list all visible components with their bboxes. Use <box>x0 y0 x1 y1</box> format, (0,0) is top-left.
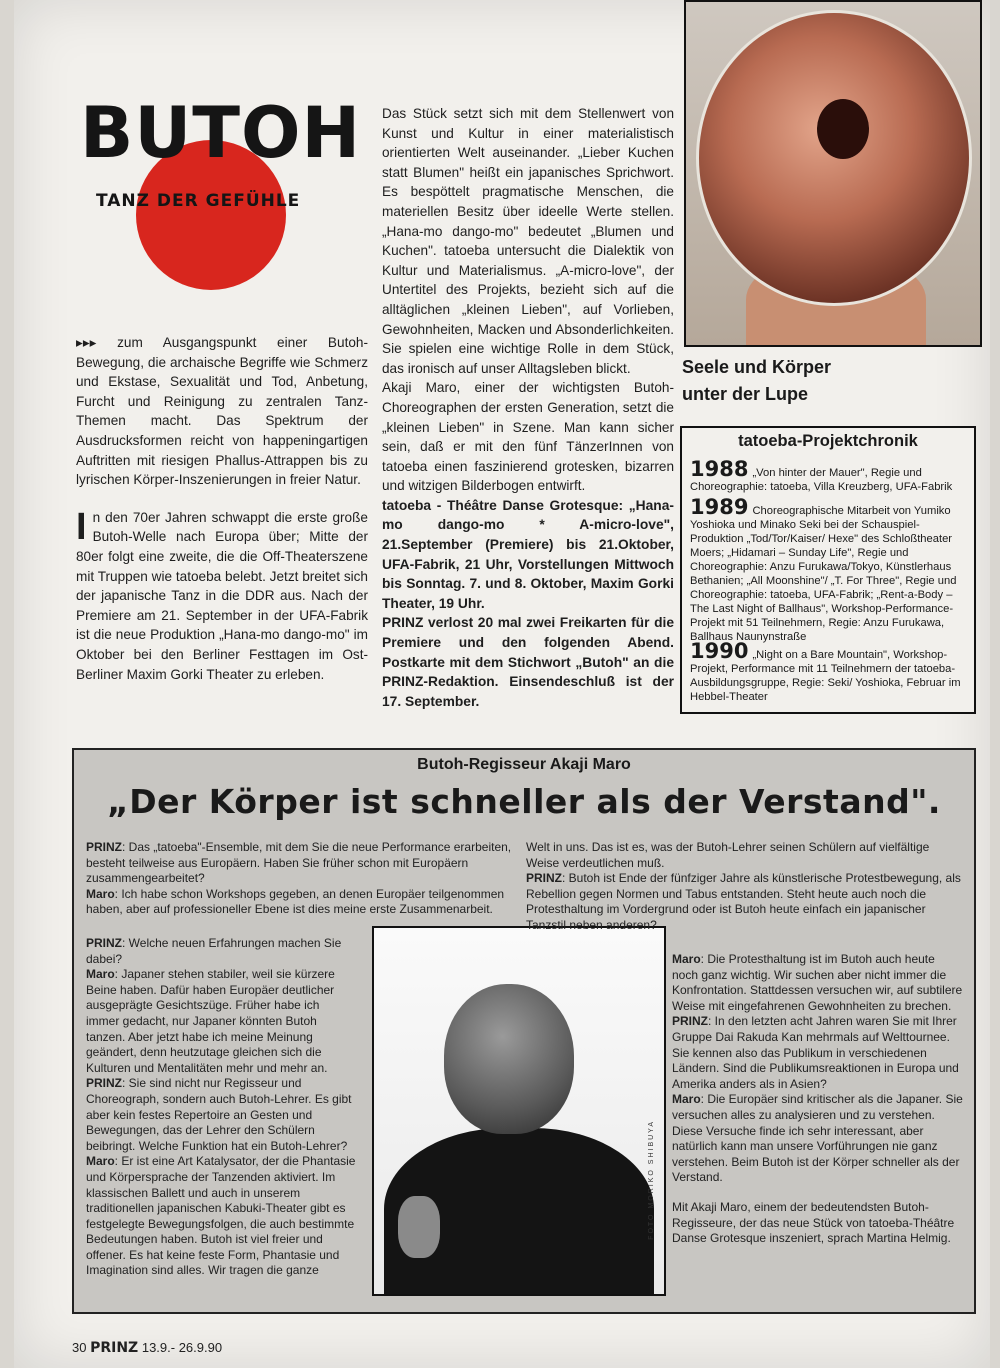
chronicle-year: 1990 <box>690 639 749 663</box>
interview-text: Butoh ist Ende der fünfziger Jahre als künstlerische Protestbewegung, als Rebellion gegen Normen und Tabus entstanden. Steht heute auch noch die Protesthaltung im Vordergrund oder ist Butoh heute einfach ein japanischer Tanzstil neben anderen? <box>526 871 961 932</box>
interview-box <box>72 748 976 1314</box>
speaker-label: Maro <box>672 1092 701 1107</box>
ticket-giveaway: PRINZ verlost 20 mal zwei Freikarten für die Premiere und den folgenden Abend. Postkarte mit dem Stichwort „Butoh" an die PRINZ-Redaktion. Einsendeschluß ist der 17. September. <box>382 615 674 709</box>
akaji-maro-portrait <box>372 926 666 1296</box>
chronicle-text: Choreographische Mitarbeit von Yumiko Yoshioka und Minako Seki bei der Schauspiel-Produktion „Tod/Tor/Kaiser/ Hexe" des Schloßtheater Moers; „Hidamari – Sunday Life", Regie und Choreographie: Anzu Furukawa/Tokyo, Künstlerhaus Bethanien; „All Moonshine"/ „T. For Three", Regie und Choreographie: tatoeba, UFA-Fabrik; „Rent-a-Body – The Last Night of Ballhaus", Workshop-Performance-Projekt mit 51 Teilnehmern, Regie: Anzu Furukawa, Ballhaus Naunynstraße <box>690 505 957 643</box>
interview-column-right-top <box>526 840 962 934</box>
interview-turn: Maro: Er ist eine Art Katalysator, der die Phantasie und Körpersprache der Tanzenden aktiviert. Im klassischen Ballett und auch in unserem traditionellen japanischen Kabuki-Theater gibt es festgelegte Bewegungsfolgen, die auch bestimmte Bedeutungen haben. Butoh ist viel freier und offener. Es hat keine feste Form, Phantasie und Imagination sind alles. Wir tragen die ganze <box>86 1154 356 1278</box>
speaker-label: PRINZ <box>86 1076 122 1091</box>
speaker-label: Maro <box>86 886 115 901</box>
magnifier-photo <box>684 0 982 347</box>
project-chronicle-box <box>680 426 976 714</box>
second-paragraph-text: n den 70er Jahren schwappt die erste große Butoh-Welle nach Europa über; Mitte der 80er folgt eine zweite, die die Off-Theaterszene mit Truppen wie tatoeba belebt. Jetzt breitet sich der japanische Tanz in die DDR aus. Nach der Premiere am 21. September in der UFA-Fabrik ist die neue Produktion „Hana-mo dango-mo" im Oktober bei den Berliner Festtagen im Ost-Berliner Maxim Gorki Theater zu erleben. <box>76 509 368 682</box>
interview-title: „Der Körper ist schneller als der Verstand". <box>107 782 941 821</box>
magazine-page <box>14 0 990 1368</box>
chronicle-entry <box>690 457 966 494</box>
interview-text: Die Protesthaltung ist im Butoh auch heute noch ganz wichtig. Wir suchen aber nicht immer die Konfrontation. Stattdessen versuchen wir, auf subtilere Weise mit eingefahrenen Gewohnheiten zu brechen. <box>672 952 963 1013</box>
interview-credit: Mit Akaji Maro, einem der bedeutendsten Butoh-Regisseure, der das neue Stück von tatoeba-Théâtre Danse Grotesque inszeniert, sprach Martina Helmig. <box>672 1199 955 1246</box>
interview-column-left-top <box>86 840 518 918</box>
interview-column-right <box>672 952 964 1247</box>
caption-line-1: Seele und Körper <box>682 357 832 377</box>
interview-turn: PRINZ: Butoh ist Ende der fünfziger Jahre als künstlerische Protestbewegung, als Rebellion gegen Normen und Tabus entstanden. Steht heute auch noch die Protesthaltung im Vordergrund oder ist Butoh heute einfach ein japanischer Tanzstil neben anderen? <box>526 871 961 932</box>
speaker-label: PRINZ <box>672 1014 708 1029</box>
article-subtitle: TANZ DER GEFÜHLE <box>96 191 301 211</box>
chronicle-text: „Von hinter der Mauer", Regie und Choreographie: tatoeba, Villa Kreuzberg, UFA-Fabrik <box>690 467 953 493</box>
chronicle-entry <box>690 495 966 644</box>
interview-turn: Maro: Die Protesthaltung ist im Butoh auch heute noch ganz wichtig. Wir suchen aber nicht immer die Konfrontation. Stattdessen versuchen wir, auf subtilere Weise mit eingefahrenen Gewohnheiten zu brechen. <box>672 952 963 1013</box>
chronicle-year: 1989 <box>690 495 749 519</box>
photo-caption <box>682 354 831 408</box>
interview-turn: Welt in uns. Das ist es, was der Butoh-Lehrer seinen Schülern auf vielfältige Weise verdeutlichen muß. <box>526 840 930 870</box>
portrait-head-shape <box>444 984 574 1134</box>
middle-paragraph-1: Das Stück setzt sich mit dem Stellenwert von Kunst und Kultur in einer materialistisch orientierten Welt auseinander. „Lieber Kuchen statt Blumen" heißt ein japanisches Sprichwort. Es bespöttelt pragmatische Menschen, die materiellen Besitz über ideelle Werte stellen. „Hana-mo dango-mo" bedeutet „Blumen und Kuchen". tatoeba untersucht die Dialektik von Kultur und Materialismus. „A-micro-love", der Untertitel des Projekts, bezieht sich auf die alltäglichen „kleinen Lieben", auf Vorlieben, Gewohnheiten, Macken und Absonderlichkeiten. Sie spielen eine wichtige Rolle in dem Stück, das ironisch auf unser Alltagsleben blickt. <box>382 106 674 376</box>
interview-column-left <box>86 936 356 1279</box>
interview-text: Ich habe schon Workshops gegeben, an denen Europäer teilgenommen haben, aber auf professioneller Ebene ist dies meine erste Zusammenarbeit. <box>86 886 505 917</box>
interview-turn: PRINZ: Sie sind nicht nur Regisseur und Choreograph, sondern auch Butoh-Lehrer. Es gibt aber kein festes Repertoire an Gesten und Bewegungen, das der Lehrer den Schülern beibringt. Welche Funktion hat ein Butoh-Lehrer? <box>86 1076 352 1153</box>
interview-text: Die Europäer sind kritischer als die Japaner. Sie versuchen alles zu analysieren und zu verstehen. Diese Versuche finde ich sehr interessant, aber natürlich kann man unsere Vorführungen nie ganz verstehen. Beim Butoh ist der Körper schneller als der Verstand. <box>672 1092 963 1185</box>
chronicle-heading: tatoeba-Projektchronik <box>738 432 918 450</box>
page-number: 30 <box>72 1340 87 1355</box>
left-column <box>76 333 368 684</box>
interview-text: Japaner stehen stabiler, weil sie kürzere Beine haben. Dafür haben Europäer deutlicher ausgeprägte Gesichtszüge. Früher habe ich immer gedacht, nur Japaner könnten Butoh tanzen. Aber jetzt habe ich meine Meinung geändert, denn heutzutage gleichen sich die Kulturen und Mentalitäten mehr und mehr an. <box>86 967 335 1075</box>
interview-text: Das „tatoeba"-Ensemble, mit dem Sie die neue Performance erarbeiten, besteht teilweise aus Europäern. Haben Sie früher schon mit Europäern zusammengearbeitet? <box>86 840 512 886</box>
intro-paragraph: ▸▸▸ zum Ausgangspunkt einer Butoh-Bewegung, die archaische Begriffe wie Schmerz und Ekstase, Sexualität und Tod, Anbetung, Furcht und Reinigung zu zentralen Tanz-Themen macht. Das Spektrum der Ausdrucksformen reicht von happeningartigen Auftritten mit riesigen Phallus-Attrappen bis zu lyrischen Körper-Inszenierungen in freier Natur. <box>76 335 368 488</box>
photo-mouth-shape <box>817 99 869 159</box>
interview-text: Er ist eine Art Katalysator, der die Phantasie und Körpersprache der Tanzenden aktiviert. Im klassischen Ballett und auch in unserem traditionellen japanischen Kabuki-Theater gibt es festgelegte Bewegungsfolgen, die auch bestimmte Bedeutungen haben. Butoh ist viel freier und offener. Es hat keine feste Form, Phantasie und Imagination sind alles. Wir tragen die ganze <box>86 1154 356 1278</box>
middle-paragraph-2: Akaji Maro, einer der wichtigsten Butoh-Choreographen der ersten Generation, setzt die „kleinen Lieben" in Szene. Man kann sicher sein, daß er mit den fünf TänzerInnen von tatoeba einen faszinierend grotesken, bizarren und witzigen Bilderbogen entwirft. <box>382 380 674 494</box>
interview-kicker: Butoh-Regisseur Akaji Maro <box>417 756 631 773</box>
interview-turn: Maro: Japaner stehen stabiler, weil sie kürzere Beine haben. Dafür haben Europäer deutlicher ausgeprägte Gesichtszüge. Früher habe ich immer gedacht, nur Japaner könnten Butoh tanzen. Aber jetzt habe ich meine Meinung geändert, denn heutzutage gleichen sich die Kulturen und Mentalitäten mehr und mehr an. <box>86 967 335 1075</box>
event-info: tatoeba - Théâtre Danse Grotesque: „Hana-mo dango-mo * A-micro-love", 21.September (Premiere) bis 21.Oktober, UFA-Fabrik, 21 Uhr, Vorstellungen Mittwoch bis Sonntag. 7. und 8. Oktober, Maxim Gorki Theater, 19 Uhr. <box>382 497 674 611</box>
chronicle-entry <box>690 639 966 704</box>
second-paragraph <box>76 505 368 684</box>
interview-turn: PRINZ: In den letzten acht Jahren waren Sie mit Ihrer Gruppe Dai Rakuda Kan mehrmals auf Welttournee. Sie kennen also das Publikum in verschiedenen Ländern. Sind die Publikumsreaktionen in Europa und Amerika anders als in Asien? <box>672 1014 959 1091</box>
speaker-label: PRINZ <box>526 871 562 886</box>
magnifying-lens <box>696 10 972 306</box>
issue-dates: 13.9.- 26.9.90 <box>141 1340 223 1355</box>
drop-cap: I <box>76 505 87 548</box>
interview-turn: Maro: Die Europäer sind kritischer als die Japaner. Sie versuchen alles zu analysieren und zu verstehen. Diese Versuche finde ich sehr interessant, aber natürlich kann man unsere Vorführungen nie ganz verstehen. Beim Butoh ist der Körper schneller als der Verstand. <box>672 1092 963 1185</box>
chronicle-text: „Night on a Bare Mountain", Workshop-Projekt, Performance mit 11 Teilnehmern der tatoeba-Ausbildungsgruppe, Regie: Seki/ Yoshioka, Februar im Hebbel-Theater <box>690 649 961 703</box>
interview-turn: PRINZ: Welche neuen Erfahrungen machen Sie dabei? <box>86 936 342 966</box>
speaker-label: Maro <box>86 967 115 982</box>
speaker-label: Maro <box>86 1154 115 1169</box>
interview-text: Welche neuen Erfahrungen machen Sie dabei? <box>86 936 342 966</box>
interview-turn: PRINZ: Das „tatoeba"-Ensemble, mit dem Sie die neue Performance erarbeiten, besteht teilweise aus Europäern. Haben Sie früher schon mit Europäern zusammengearbeitet? <box>86 840 512 886</box>
caption-line-2: unter der Lupe <box>682 384 809 404</box>
middle-column <box>382 104 674 711</box>
chronicle-year: 1988 <box>690 457 749 481</box>
interview-turn: Maro: Ich habe schon Workshops gegeben, an denen Europäer teilgenommen haben, aber auf professioneller Ebene ist dies meine erste Zusammenarbeit. <box>86 886 505 917</box>
portrait-hand-shape <box>398 1196 440 1258</box>
magazine-brand: PRINZ <box>90 1340 139 1356</box>
speaker-label: PRINZ <box>86 936 122 950</box>
interview-text: Sie sind nicht nur Regisseur und Choreograph, sondern auch Butoh-Lehrer. Es gibt aber kein festes Repertoire an Gesten und Bewegungen, das der Lehrer den Schülern beibringt. Welche Funktion hat ein Butoh-Lehrer? <box>86 1076 352 1153</box>
page-footer <box>72 1340 222 1356</box>
article-title: BUTOH <box>80 92 362 174</box>
speaker-label: PRINZ <box>86 840 122 854</box>
interview-text: In den letzten acht Jahren waren Sie mit Ihrer Gruppe Dai Rakuda Kan mehrmals auf Welttournee. Sie kennen also das Publikum in verschiedenen Ländern. Sind die Publikumsreaktionen in Europa und Amerika anders als in Asien? <box>672 1014 959 1091</box>
photo-credit: FOTO MORIKO SHIBUYA <box>648 1120 655 1240</box>
speaker-label: Maro <box>672 952 701 966</box>
